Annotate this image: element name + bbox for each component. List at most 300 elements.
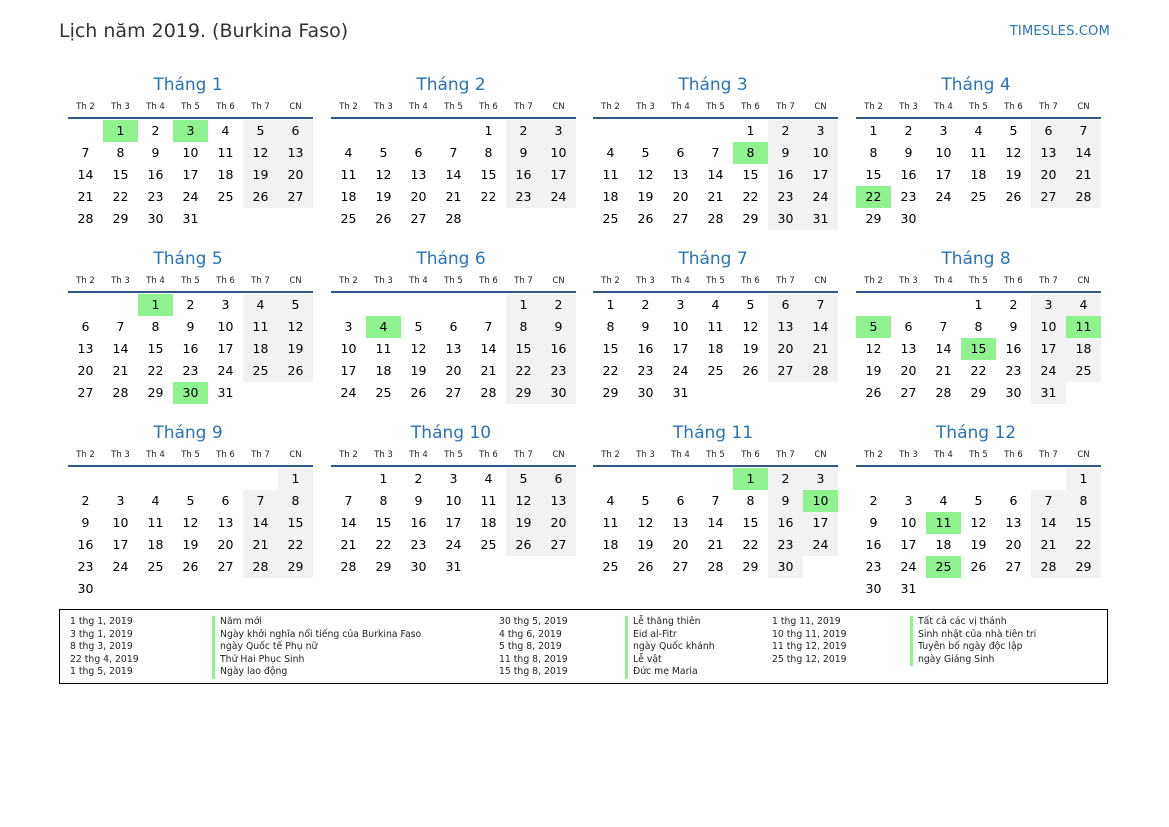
weekday-label: CN — [289, 276, 302, 286]
holiday-date-column — [70, 616, 139, 679]
holiday-date: 1 thg 1, 2019 — [70, 616, 133, 627]
day-cell: 10 — [182, 145, 199, 160]
month-calendar — [856, 421, 1101, 600]
empty-day-cell — [436, 120, 471, 142]
day-cell: 5 — [186, 493, 195, 508]
day-cell: 26 — [637, 211, 654, 226]
weekday-label: Th 5 — [181, 450, 200, 460]
empty-day-cell — [243, 468, 278, 490]
day-cell: 17 — [803, 164, 838, 186]
day-cell: 27 — [77, 385, 94, 400]
day-cell: 17 — [935, 167, 952, 182]
day-cell: 18 — [147, 537, 164, 552]
empty-day-cell — [138, 468, 173, 490]
day-cell: 15 — [112, 167, 129, 182]
day-cell: 17 — [900, 537, 917, 552]
page-title: Lịch năm 2019. (Burkina Faso) — [59, 20, 349, 42]
weekday-label: Th 4 — [671, 450, 690, 460]
day-cell: 31 — [445, 559, 462, 574]
weekday-label: Th 2 — [601, 276, 620, 286]
weekday-label: Th 3 — [374, 102, 393, 112]
day-cell: 2 — [186, 297, 195, 312]
day-cell: 31 — [900, 581, 917, 596]
day-cell: 8 — [746, 493, 755, 508]
week-row — [68, 338, 313, 360]
weekday-label: Th 3 — [636, 276, 655, 286]
day-cell: 27 — [278, 186, 313, 208]
weekday-label: Th 2 — [864, 276, 883, 286]
holiday-date: 30 thg 5, 2019 — [499, 616, 568, 627]
day-cell: 19 — [637, 189, 654, 204]
day-cell: 28 — [243, 556, 278, 578]
day-cell: 17 — [672, 341, 689, 356]
week-row — [593, 556, 838, 578]
week-row — [331, 360, 576, 382]
day-cell: 12 — [243, 142, 278, 164]
day-cell: 6 — [768, 294, 803, 316]
day-cell: 29 — [147, 385, 164, 400]
day-cell: 7 — [803, 294, 838, 316]
day-cell: 7 — [344, 493, 353, 508]
week-row — [331, 208, 576, 230]
day-cell: 23 — [900, 189, 917, 204]
day-cell: 27 — [217, 559, 234, 574]
day-cell: 1 — [869, 123, 878, 138]
day-cell: 3 — [1031, 294, 1066, 316]
weekday-label: Th 7 — [1039, 276, 1058, 286]
holiday-date: 10 thg 11, 2019 — [772, 628, 847, 640]
day-cell: 16 — [1005, 341, 1022, 356]
week-row — [856, 120, 1101, 142]
week-row — [68, 316, 313, 338]
weekday-label: Th 4 — [671, 102, 690, 112]
site-link[interactable]: TIMESLES.COM — [1009, 24, 1110, 39]
day-cell: 28 — [445, 211, 462, 226]
day-cell: 25 — [1066, 360, 1101, 382]
weekday-label: Th 2 — [76, 276, 95, 286]
weekday-label: CN — [552, 450, 565, 460]
week-row — [593, 164, 838, 186]
day-cell: 9 — [1009, 319, 1018, 334]
day-cell: 5 — [243, 120, 278, 142]
week-row — [68, 142, 313, 164]
day-cell: 19 — [506, 512, 541, 534]
week-row — [68, 490, 313, 512]
day-cell: 3 — [904, 493, 913, 508]
empty-day-cell — [366, 120, 401, 142]
day-cell: 4 — [974, 123, 983, 138]
holiday-date: 1 thg 5, 2019 — [70, 666, 133, 678]
week-row — [856, 338, 1101, 360]
week-row — [593, 316, 838, 338]
day-cell: 13 — [541, 490, 576, 512]
weekday-label: Th 7 — [776, 276, 795, 286]
day-cell: 18 — [707, 341, 724, 356]
day-cell: 26 — [278, 360, 313, 382]
day-cell: 21 — [1031, 534, 1066, 556]
empty-day-cell — [436, 294, 471, 316]
empty-day-cell — [996, 468, 1031, 490]
day-cell: 3 — [221, 297, 230, 312]
day-cell: 21 — [340, 537, 357, 552]
day-cell: 10 — [900, 515, 917, 530]
day-cell: 17 — [217, 341, 234, 356]
empty-day-cell — [1066, 382, 1101, 404]
weekday-label: Th 4 — [409, 276, 428, 286]
day-cell: 19 — [970, 537, 987, 552]
week-row — [593, 142, 838, 164]
day-cell: 29 — [865, 211, 882, 226]
day-cell: 22 — [278, 534, 313, 556]
weekday-label: Th 3 — [374, 276, 393, 286]
day-cell: 5 — [1009, 123, 1018, 138]
day-cell: 24 — [217, 363, 234, 378]
day-cell: 2 — [1009, 297, 1018, 312]
holiday-name: Eid al-Fitr — [625, 629, 715, 642]
week-row — [68, 578, 313, 600]
holiday-date: 3 thg 1, 2019 — [70, 628, 133, 640]
day-cell: 25 — [480, 537, 497, 552]
day-cell: 12 — [742, 319, 759, 334]
day-cell: 3 — [676, 297, 685, 312]
day-cell: 12 — [375, 167, 392, 182]
empty-day-cell — [961, 578, 996, 600]
week-row — [331, 534, 576, 556]
day-cell: 31 — [672, 385, 689, 400]
day-cell: 10 — [1031, 316, 1066, 338]
weekday-label: Th 2 — [76, 102, 95, 112]
day-cell: 29 — [278, 556, 313, 578]
day-cell: 22 — [742, 189, 759, 204]
day-cell: 7 — [711, 145, 720, 160]
day-cell: 8 — [606, 319, 615, 334]
day-cell: 26 — [865, 385, 882, 400]
week-row — [856, 142, 1101, 164]
day-cell: 23 — [768, 534, 803, 556]
week-row — [856, 164, 1101, 186]
day-cell: 13 — [1005, 515, 1022, 530]
day-cell: 10 — [445, 493, 462, 508]
weekday-header — [593, 273, 838, 293]
day-cell: 27 — [672, 211, 689, 226]
day-cell: 4 — [344, 145, 353, 160]
day-cell: 11 — [243, 316, 278, 338]
empty-day-cell — [961, 468, 996, 490]
day-cell: 20 — [445, 363, 462, 378]
holiday-day-cell: 4 — [366, 316, 401, 338]
day-cell: 4 — [1066, 294, 1101, 316]
day-cell: 26 — [243, 186, 278, 208]
month-calendar — [593, 421, 838, 578]
weekday-label: Th 6 — [479, 102, 498, 112]
day-cell: 25 — [602, 559, 619, 574]
week-row — [331, 142, 576, 164]
day-cell: 20 — [217, 537, 234, 552]
day-cell: 18 — [935, 537, 952, 552]
day-cell: 16 — [865, 537, 882, 552]
weekday-label: Th 6 — [1004, 276, 1023, 286]
weekday-label: Th 3 — [899, 450, 918, 460]
empty-day-cell — [208, 578, 243, 600]
day-cell: 29 — [742, 559, 759, 574]
empty-day-cell — [856, 294, 891, 316]
day-cell: 6 — [449, 319, 458, 334]
day-cell: 14 — [935, 341, 952, 356]
day-cell: 15 — [278, 512, 313, 534]
day-cell: 8 — [974, 319, 983, 334]
day-cell: 21 — [707, 537, 724, 552]
month-calendar — [68, 421, 313, 600]
holiday-name: Đức mẹ Maria — [625, 666, 715, 679]
day-cell: 2 — [869, 493, 878, 508]
empty-day-cell — [471, 208, 506, 230]
day-cell: 31 — [1031, 382, 1066, 404]
holiday-name: Lễ vật — [625, 654, 715, 667]
weekday-header — [331, 447, 576, 467]
day-cell: 12 — [637, 515, 654, 530]
empty-day-cell — [278, 208, 313, 230]
month-calendar — [593, 247, 838, 404]
day-cell: 21 — [707, 189, 724, 204]
day-cell: 13 — [445, 341, 462, 356]
day-cell: 19 — [865, 363, 882, 378]
day-cell: 15 — [742, 515, 759, 530]
day-cell: 28 — [1066, 186, 1101, 208]
day-cell: 24 — [672, 363, 689, 378]
day-cell: 2 — [151, 123, 160, 138]
empty-day-cell — [138, 578, 173, 600]
week-row — [331, 490, 576, 512]
day-cell: 10 — [217, 319, 234, 334]
day-cell: 10 — [672, 319, 689, 334]
week-row — [68, 208, 313, 230]
day-cell: 2 — [414, 471, 423, 486]
week-row — [593, 468, 838, 490]
day-cell: 14 — [480, 341, 497, 356]
day-cell: 21 — [1066, 164, 1101, 186]
day-cell: 26 — [182, 559, 199, 574]
holiday-name: Tuyên bố ngày độc lập — [910, 641, 1036, 654]
weekday-label: Th 3 — [111, 102, 130, 112]
holiday-date: 15 thg 8, 2019 — [499, 666, 568, 678]
day-cell: 14 — [340, 515, 357, 530]
week-row — [593, 490, 838, 512]
week-row — [331, 186, 576, 208]
day-cell: 25 — [340, 211, 357, 226]
week-row — [856, 512, 1101, 534]
weekday-label: Th 3 — [899, 102, 918, 112]
day-cell: 20 — [1005, 537, 1022, 552]
weekday-label: Th 5 — [444, 450, 463, 460]
day-cell: 22 — [147, 363, 164, 378]
day-cell: 12 — [278, 316, 313, 338]
day-cell: 4 — [939, 493, 948, 508]
day-cell: 6 — [414, 145, 423, 160]
day-cell: 6 — [1009, 493, 1018, 508]
week-row — [331, 468, 576, 490]
weekday-label: Th 4 — [934, 450, 953, 460]
empty-day-cell — [506, 556, 541, 578]
day-cell: 29 — [112, 211, 129, 226]
day-cell: 26 — [970, 559, 987, 574]
holiday-name: ngày Quốc khánh — [625, 641, 715, 654]
weekday-label: Th 5 — [969, 450, 988, 460]
day-cell: 1 — [506, 294, 541, 316]
weekday-label: Th 4 — [146, 276, 165, 286]
month-calendar — [68, 247, 313, 404]
day-cell: 16 — [77, 537, 94, 552]
week-row — [331, 316, 576, 338]
day-cell: 6 — [904, 319, 913, 334]
day-cell: 3 — [939, 123, 948, 138]
holiday-name: Năm mới — [212, 616, 421, 629]
day-cell: 31 — [182, 211, 199, 226]
weekday-label: Th 3 — [636, 450, 655, 460]
weekday-label: Th 2 — [339, 102, 358, 112]
month-calendar — [856, 73, 1101, 230]
day-cell: 8 — [151, 319, 160, 334]
day-cell: 15 — [865, 167, 882, 182]
day-cell: 19 — [742, 341, 759, 356]
day-cell: 30 — [147, 211, 164, 226]
day-cell: 24 — [182, 189, 199, 204]
day-cell: 24 — [112, 559, 129, 574]
empty-day-cell — [506, 208, 541, 230]
week-row — [68, 164, 313, 186]
month-calendar — [331, 73, 576, 230]
day-cell: 5 — [278, 294, 313, 316]
day-cell: 23 — [865, 559, 882, 574]
day-cell: 7 — [449, 145, 458, 160]
holiday-name-column — [910, 616, 1036, 666]
day-cell: 20 — [541, 512, 576, 534]
empty-day-cell — [541, 556, 576, 578]
holiday-name: Lễ thăng thiên — [625, 616, 715, 629]
day-cell: 25 — [147, 559, 164, 574]
day-cell: 23 — [77, 559, 94, 574]
day-cell: 28 — [340, 559, 357, 574]
day-cell: 14 — [707, 515, 724, 530]
holiday-list — [59, 609, 1108, 684]
day-cell: 26 — [375, 211, 392, 226]
weekday-label: CN — [289, 102, 302, 112]
holiday-day-cell: 22 — [856, 186, 891, 208]
empty-day-cell — [593, 120, 628, 142]
holiday-name: ngày Giáng Sinh — [910, 654, 1036, 667]
day-cell: 10 — [340, 341, 357, 356]
empty-day-cell — [471, 294, 506, 316]
day-cell: 15 — [480, 167, 497, 182]
day-cell: 30 — [768, 556, 803, 578]
day-cell: 7 — [939, 319, 948, 334]
day-cell: 27 — [445, 385, 462, 400]
day-cell: 9 — [81, 515, 90, 530]
day-cell: 7 — [711, 493, 720, 508]
week-row — [331, 338, 576, 360]
day-cell: 19 — [410, 363, 427, 378]
day-cell: 27 — [1005, 559, 1022, 574]
day-cell: 20 — [672, 537, 689, 552]
day-cell: 13 — [900, 341, 917, 356]
day-cell: 8 — [484, 145, 493, 160]
weekday-header — [593, 447, 838, 467]
day-cell: 18 — [1066, 338, 1101, 360]
holiday-name: Ngày lao động — [212, 666, 421, 679]
weekday-header — [856, 99, 1101, 119]
day-cell: 22 — [480, 189, 497, 204]
empty-day-cell — [103, 468, 138, 490]
weekday-header — [856, 273, 1101, 293]
day-cell: 6 — [81, 319, 90, 334]
week-row — [331, 120, 576, 142]
day-cell: 28 — [707, 559, 724, 574]
weekday-label: Th 7 — [776, 102, 795, 112]
month-title: Tháng 8 — [941, 249, 1011, 269]
day-cell: 15 — [1066, 512, 1101, 534]
weekday-label: Th 6 — [741, 450, 760, 460]
day-cell: 14 — [112, 341, 129, 356]
day-cell: 9 — [768, 490, 803, 512]
day-cell: 5 — [746, 297, 755, 312]
day-cell: 15 — [742, 167, 759, 182]
day-cell: 14 — [1066, 142, 1101, 164]
day-cell: 20 — [672, 189, 689, 204]
day-cell: 11 — [217, 145, 234, 160]
day-cell: 9 — [414, 493, 423, 508]
month-calendar — [331, 421, 576, 578]
weekday-label: Th 6 — [479, 450, 498, 460]
day-cell: 12 — [865, 341, 882, 356]
day-cell: 7 — [1066, 120, 1101, 142]
weekday-label: Th 5 — [706, 450, 725, 460]
day-cell: 29 — [742, 211, 759, 226]
holiday-date: 11 thg 8, 2019 — [499, 653, 568, 665]
day-cell: 19 — [1005, 167, 1022, 182]
weekday-label: Th 7 — [251, 102, 270, 112]
month-title: Tháng 12 — [935, 423, 1017, 443]
day-cell: 20 — [1031, 164, 1066, 186]
weekday-label: CN — [814, 276, 827, 286]
day-cell: 20 — [410, 189, 427, 204]
empty-day-cell — [803, 382, 838, 404]
week-row — [331, 164, 576, 186]
day-cell: 22 — [112, 189, 129, 204]
day-cell: 5 — [974, 493, 983, 508]
weekday-label: Th 6 — [216, 102, 235, 112]
day-cell: 28 — [480, 385, 497, 400]
day-cell: 8 — [1066, 490, 1101, 512]
holiday-day-cell: 10 — [803, 490, 838, 512]
week-row — [68, 294, 313, 316]
day-cell: 24 — [935, 189, 952, 204]
holiday-date: 11 thg 12, 2019 — [772, 641, 847, 653]
day-cell: 13 — [217, 515, 234, 530]
day-cell: 19 — [278, 338, 313, 360]
empty-day-cell — [243, 578, 278, 600]
day-cell: 13 — [278, 142, 313, 164]
day-cell: 20 — [77, 363, 94, 378]
day-cell: 10 — [112, 515, 129, 530]
week-row — [593, 512, 838, 534]
day-cell: 9 — [641, 319, 650, 334]
day-cell: 28 — [1031, 556, 1066, 578]
day-cell: 6 — [541, 468, 576, 490]
holiday-day-cell: 11 — [926, 512, 961, 534]
day-cell: 3 — [803, 468, 838, 490]
weekday-label: Th 5 — [706, 102, 725, 112]
empty-day-cell — [996, 578, 1031, 600]
weekday-label: Th 3 — [111, 450, 130, 460]
